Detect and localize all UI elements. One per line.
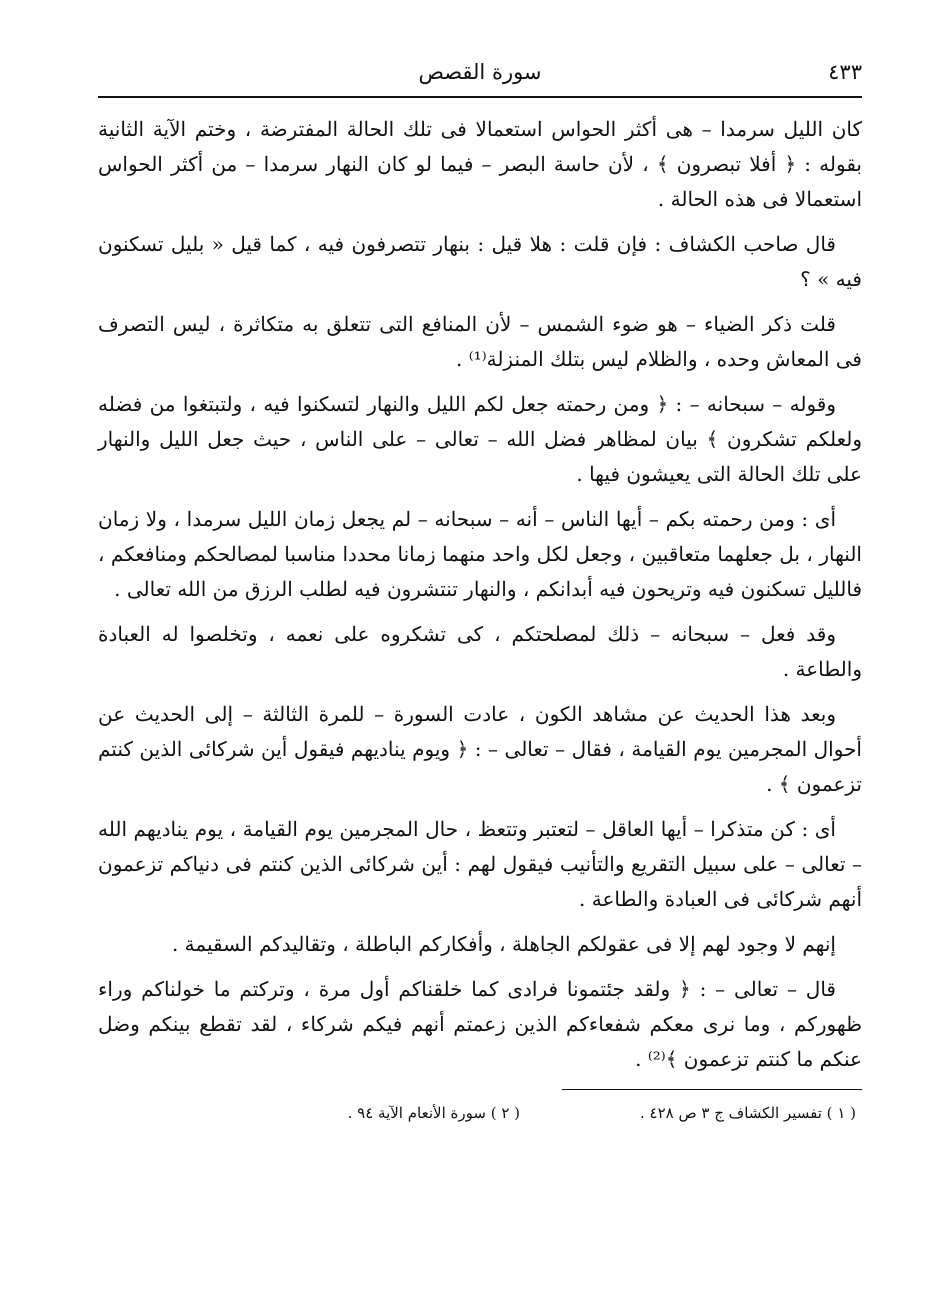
paragraph: قلت ذكر الضياء – هو ضوء الشمس – لأن المنافع التى تتعلق به متكاثرة ، ليس التصرف فى المعاش وحده ، والظلام ليس بتلك المنزلة⁽¹⁾ .	[98, 312, 862, 371]
footnote-1: ( ١ ) تفسير الكشاف ج ٣ ص ٤٢٨ .	[640, 1104, 856, 1122]
paragraph: قال صاحب الكشاف : فإن قلت : هلا قيل : بنهار تتصرفون فيه ، كما قيل « بليل تسكنون فيه » ؟	[98, 232, 862, 291]
paragraph: إنهم لا وجود لهم إلا فى عقولكم الجاهلة ، وأفكاركم الباطلة ، وتقاليدكم السقيمة .	[171, 932, 836, 956]
page	[98, 56, 862, 1122]
main-text	[98, 112, 862, 1077]
footnote-rule	[562, 1089, 862, 1090]
paragraph: كان الليل سرمدا – هى أكثر الحواس استعمالا فى تلك الحالة المفترضة ، وختم الآية الثانية بقوله : ﴿ أفلا تبصرون ﴾ ، لأن حاسة البصر – فيما لو كان النهار سرمدا – من أكثر الحواس استعمالا فى هذه الحالة .	[98, 117, 862, 211]
footnote-2: ( ٢ ) سورة الأنعام الآية ٩٤ .	[347, 1104, 520, 1122]
paragraph: وقد فعل – سبحانه – ذلك لمصلحتكم ، كى تشكروه على نعمه ، وتخلصوا له العبادة والطاعة .	[98, 622, 862, 681]
page-number: ٤٣٣	[828, 60, 862, 84]
paragraph: أى : ومن رحمته بكم – أيها الناس – أنه – سبحانه – لم يجعل زمان الليل سرمدا ، ولا زمان النهار ، بل جعلهما متعاقبين ، وجعل لكل واحد منهما زمانا محددا مناسبا لمصالحكم ومنافعكم ، فالليل تسكنون فيه وتريحون فيه أبدانكم ، والنهار تنتشرون فيه لطلب الرزق من الله تعالى .	[98, 507, 862, 601]
running-header	[98, 56, 862, 92]
running-title: سورة القصص	[418, 60, 542, 84]
paragraph: وقوله – سبحانه – : ﴿ ومن رحمته جعل لكم الليل والنهار لتسكنوا فيه ، ولتبتغوا من فضله ولعلكم تشكرون ﴾ بيان لمظاهر فضل الله – تعالى – على الناس ، حيث جعل الليل والنهار على تلك الحالة التى يعيشون فيها .	[98, 392, 862, 486]
paragraph: قال – تعالى – : ﴿ ولقد جئتمونا فرادى كما خلقناكم أول مرة ، وتركتم ما خولناكم وراء ظهوركم ، وما نرى معكم شفعاءكم الذين زعمتم أنهم فيكم شركاء ، لقد تقطع بينكم وضل عنكم ما كنتم تزعمون ﴾⁽²⁾ .	[98, 977, 862, 1071]
footnotes	[98, 1104, 862, 1122]
paragraph: وبعد هذا الحديث عن مشاهد الكون ، عادت السورة – للمرة الثالثة – إلى الحديث عن أحوال المجرمين يوم القيامة ، فقال – تعالى – : ﴿ ويوم يناديهم فيقول أين شركائى الذين كنتم تزعمون ﴾ .	[98, 702, 862, 796]
header-rule	[98, 96, 862, 98]
paragraph: أى : كن متذكرا – أيها العاقل – لتعتبر وتتعظ ، حال المجرمين يوم القيامة ، يوم يناديهم الله – تعالى – على سبيل التقريع والتأنيب فيقول لهم : أين شركائى الذين كنتم فى دنياكم تزعمون أنهم شركائى فى العبادة والطاعة .	[98, 817, 862, 911]
